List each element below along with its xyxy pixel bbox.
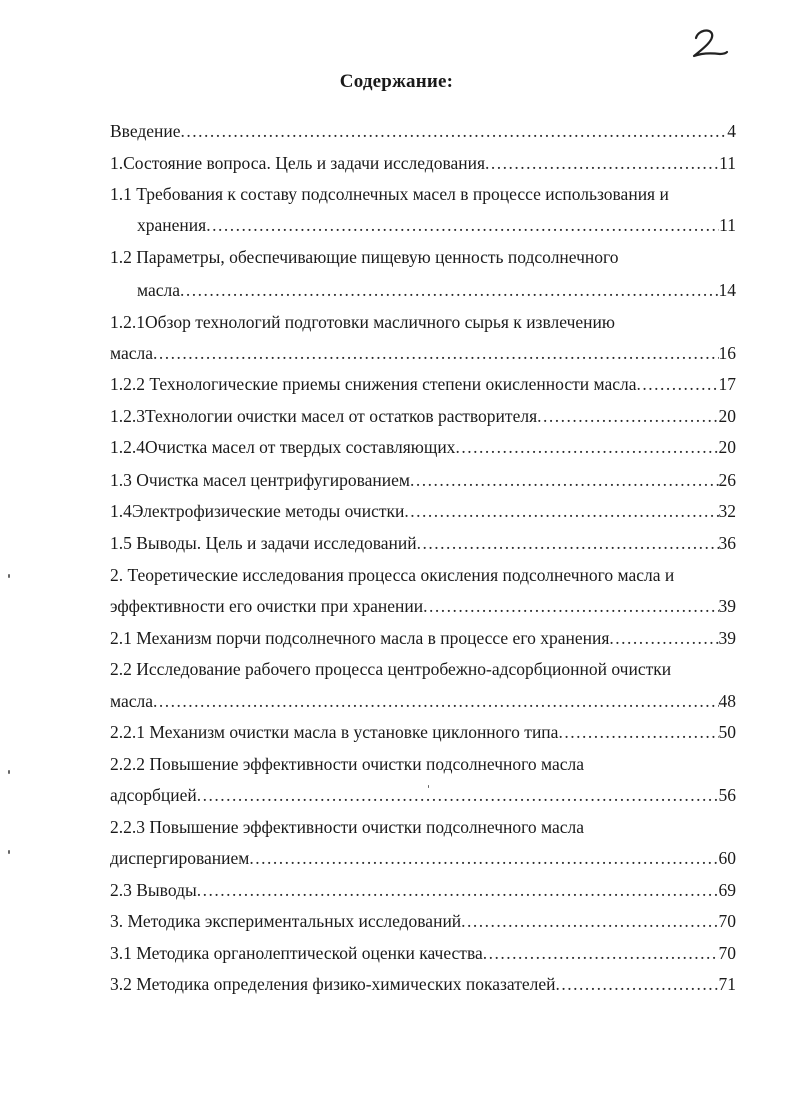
- dot-leader: [181, 117, 728, 145]
- toc-entry-label: 2.2.3 Повышение эффективности очистки подсолнечного масла: [110, 817, 585, 837]
- dot-leader: [461, 907, 718, 935]
- toc-title: Содержание:: [339, 71, 454, 92]
- toc-entry-label: 2. Теоретические исследования процесса окисления подсолнечного масла и: [110, 565, 675, 585]
- toc-entry-label: 3.1 Методика органолептической оценки качества: [110, 943, 483, 963]
- toc-entry: [110, 970, 736, 998]
- toc-entry-page: 39: [718, 628, 736, 648]
- scan-speck: [428, 785, 429, 788]
- toc-entry: [110, 907, 736, 935]
- toc-entry-label: 1.1 Требования к составу подсолнечных масел в процессе использования и: [110, 184, 669, 204]
- toc-entry-page: 36: [718, 533, 736, 553]
- toc-entry-page: 14: [718, 280, 736, 300]
- toc-entry-label: 3.2 Методика определения физико-химических показателей: [110, 974, 556, 994]
- toc-entry: [110, 655, 736, 683]
- dot-leader: [609, 624, 718, 652]
- dot-leader: [206, 211, 719, 239]
- dot-leader: [423, 592, 718, 620]
- toc-entry-label: 1.3 Очистка масел центрифугированием: [110, 470, 410, 490]
- dot-leader: [197, 876, 719, 904]
- toc-entry-page: 26: [718, 470, 736, 490]
- toc-entry: [110, 117, 736, 145]
- toc-entry-label: 1.2.4Очистка масел от твердых составляющих: [110, 437, 456, 457]
- toc-entry-label: 2.2.2 Повышение эффективности очистки подсолнечного масла: [110, 754, 585, 774]
- toc-entry-label: 1.2.3Технологии очистки масел от остатков растворителя: [110, 406, 538, 426]
- toc-entry: [110, 624, 736, 652]
- toc-entry-page: 70: [718, 943, 736, 963]
- toc-entry-page: 56: [718, 785, 736, 805]
- toc-entry-label: 2.3 Выводы: [110, 880, 197, 900]
- dot-leader: [556, 970, 719, 998]
- toc-entry: [110, 813, 736, 841]
- page-number-text: [690, 26, 691, 27]
- dot-leader: [485, 149, 719, 177]
- toc-entry-label: масла: [110, 691, 153, 711]
- toc-entry-label: эффективности его очистки при хранении: [110, 596, 424, 616]
- dot-leader: [180, 276, 719, 304]
- toc-entry-page: 71: [718, 974, 736, 994]
- toc-entry: [110, 433, 736, 461]
- scan-speck: [8, 770, 10, 774]
- toc-entry-page: 69: [718, 880, 736, 900]
- toc-entry-continuation: [110, 781, 736, 809]
- toc-entry: [110, 497, 736, 525]
- toc-entry-label: 1.4Электрофизические методы очистки: [110, 501, 405, 521]
- toc-entry-page: 17: [718, 374, 736, 394]
- toc-entry-page: 4: [727, 121, 736, 141]
- toc-entry-label: 1.Состояние вопроса. Цель и задачи исследования: [110, 153, 486, 173]
- toc-entry: [110, 529, 736, 557]
- toc-entry-label: 1.5 Выводы. Цель и задачи исследований: [110, 533, 417, 553]
- dot-leader: [455, 433, 718, 461]
- dot-leader: [404, 497, 718, 525]
- toc-entry-continuation: [110, 687, 736, 715]
- toc-entry-label: Введение: [110, 121, 181, 141]
- toc-entry: [110, 876, 736, 904]
- dot-leader: [249, 844, 718, 872]
- toc-entry: [110, 370, 736, 398]
- dot-leader: [537, 402, 718, 430]
- toc-entry: [110, 561, 736, 589]
- dot-leader: [197, 781, 719, 809]
- dot-leader: [417, 529, 719, 557]
- toc-entry: [110, 308, 736, 336]
- handwritten-page-number: [690, 26, 730, 62]
- toc-entry: [110, 466, 736, 494]
- toc-entry-page: 11: [719, 215, 736, 235]
- toc-entry-page: 32: [718, 501, 736, 521]
- toc-entry: [110, 180, 736, 208]
- toc-entry-continuation: [110, 592, 736, 620]
- dot-leader: [558, 718, 718, 746]
- scan-speck: [8, 574, 10, 578]
- toc-entry-page: 20: [718, 437, 736, 457]
- toc-entry-page: 39: [718, 596, 736, 616]
- toc-entry-page: 50: [718, 722, 736, 742]
- toc-entry-label: 1.2 Параметры, обеспечивающие пищевую ценность подсолнечного: [110, 247, 619, 267]
- toc-entry-continuation: [137, 211, 736, 239]
- toc-entry-label: диспергированием: [110, 848, 250, 868]
- toc-entry: [110, 750, 736, 778]
- dot-leader: [483, 939, 719, 967]
- toc-entry: [110, 402, 736, 430]
- handwritten-two-icon: [690, 26, 730, 62]
- toc-entry-label: 2.2 Исследование рабочего процесса центробежно-адсорбционной очистки: [110, 659, 672, 679]
- toc-entry-label: хранения: [137, 215, 207, 235]
- toc-entry-page: 70: [718, 911, 736, 931]
- dot-leader: [153, 339, 719, 367]
- toc-entry-continuation: [110, 339, 736, 367]
- toc-entry-label: 3. Методика экспериментальных исследований: [110, 911, 462, 931]
- toc-entry-label: 2.1 Механизм порчи подсолнечного масла в процессе его хранения: [110, 628, 610, 648]
- toc-entry-page: 11: [719, 153, 736, 173]
- toc-entry: [110, 243, 736, 271]
- toc-entry-page: 16: [718, 343, 736, 363]
- dot-leader: [636, 370, 718, 398]
- scan-speck: [8, 850, 10, 854]
- toc-entry-continuation: [110, 844, 736, 872]
- toc-entry-label: 1.2.2 Технологические приемы снижения степени окисленности масла: [110, 374, 637, 394]
- toc-entry-page: 60: [718, 848, 736, 868]
- toc-entry-label: 1.2.1Обзор технологий подготовки масличного сырья к извлечению: [110, 312, 615, 332]
- toc-entry-label: адсорбцией: [110, 785, 197, 805]
- toc-entry: [110, 718, 736, 746]
- toc-entry-page: 48: [718, 691, 736, 711]
- toc-entry-label: 2.2.1 Механизм очистки масла в установке циклонного типа: [110, 722, 559, 742]
- toc-entry-label: масла: [110, 343, 153, 363]
- toc-entry-continuation: [137, 276, 736, 304]
- toc-entry: [110, 939, 736, 967]
- toc-entry: [110, 149, 736, 177]
- toc-entry-label: масла: [137, 280, 180, 300]
- dot-leader: [153, 687, 719, 715]
- toc-entry-page: 20: [718, 406, 736, 426]
- dot-leader: [410, 466, 719, 494]
